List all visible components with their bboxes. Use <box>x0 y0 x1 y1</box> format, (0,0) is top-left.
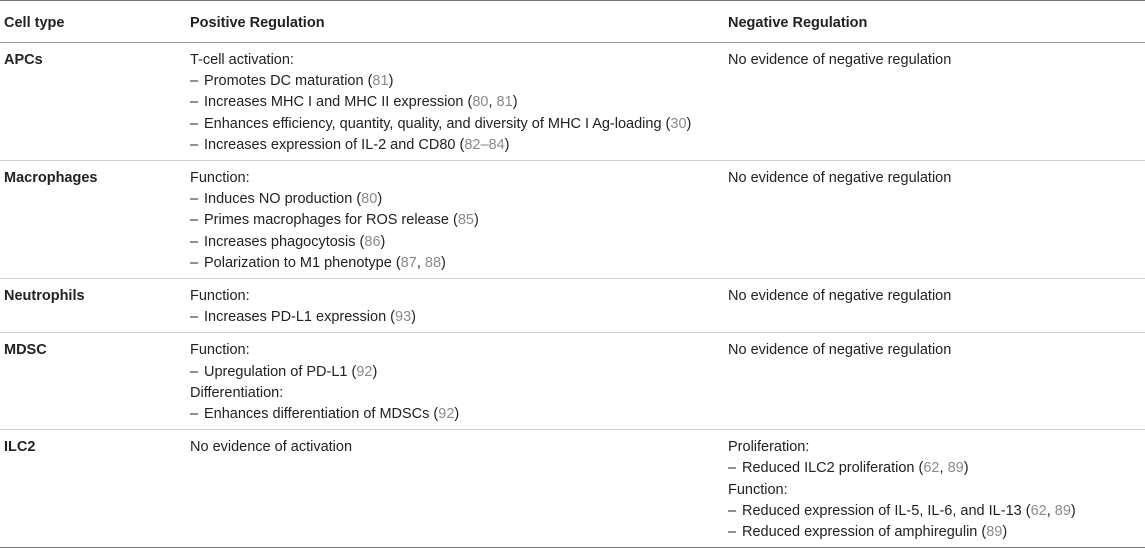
list-item: – Increases phagocytosis (86) <box>190 232 725 253</box>
dash-bullet: – <box>190 309 199 326</box>
list-item: – Enhances efficiency, quantity, quality, and diversity of MHC I Ag-loading (30) <box>190 114 725 135</box>
header-positive-regulation: Positive Regulation <box>187 1 725 43</box>
group-title: Function: <box>190 288 250 305</box>
reference-link[interactable]: 62 <box>1030 502 1047 519</box>
dash-bullet: – <box>190 254 199 271</box>
cell-type: Macrophages <box>0 161 187 279</box>
reference-link[interactable]: 81 <box>496 94 513 111</box>
group-title: Function: <box>728 481 788 498</box>
negative-regulation-cell <box>725 430 1145 548</box>
list-item: – Polarization to M1 phenotype (87, 88) <box>190 253 725 274</box>
list-item: – Reduced ILC2 proliferation (62, 89) <box>728 458 1145 479</box>
positive-regulation-cell <box>187 279 725 333</box>
cell-type: APCs <box>0 43 187 161</box>
reference-link[interactable]: 89 <box>986 524 1003 541</box>
table-body <box>0 43 1145 548</box>
dash-bullet: – <box>190 363 199 380</box>
negative-regulation-cell <box>725 279 1145 333</box>
reference-link[interactable]: 81 <box>372 73 389 90</box>
table-row <box>0 43 1145 161</box>
regulation-group <box>728 340 1145 361</box>
group-title: No evidence of activation <box>190 439 353 456</box>
group-title: No evidence of negative regulation <box>728 288 952 305</box>
dash-bullet: – <box>190 136 199 153</box>
regulation-group <box>728 50 1145 71</box>
dash-bullet: – <box>728 460 737 477</box>
positive-regulation-cell <box>187 43 725 161</box>
reference-link[interactable]: 88 <box>424 254 442 271</box>
group-title: Function: <box>190 170 250 187</box>
dash-bullet: – <box>190 212 199 229</box>
reference-link[interactable]: 92 <box>438 406 455 423</box>
dash-bullet: – <box>190 233 199 250</box>
reference-link[interactable]: 86 <box>364 233 381 250</box>
table-row <box>0 161 1145 279</box>
regulation-group <box>728 168 1145 189</box>
reference-link[interactable]: 80 <box>361 191 378 208</box>
reference-link[interactable]: 89 <box>947 460 964 477</box>
reference-link[interactable]: 30 <box>670 115 687 132</box>
positive-regulation-cell <box>187 161 725 279</box>
regulation-group <box>190 383 725 425</box>
reference-link[interactable]: 85 <box>457 212 474 229</box>
group-title: No evidence of negative regulation <box>728 170 952 187</box>
reference-link[interactable]: 87 <box>400 254 417 271</box>
negative-regulation-cell <box>725 333 1145 430</box>
reference-link[interactable]: 82–84 <box>464 136 505 153</box>
reference-link[interactable]: 62 <box>923 460 940 477</box>
list-item: – Induces NO production (80) <box>190 189 725 210</box>
table-row <box>0 430 1145 548</box>
regulation-group <box>728 480 1145 544</box>
cell-type: MDSC <box>0 333 187 430</box>
list-item: – Primes macrophages for ROS release (85) <box>190 210 725 231</box>
list-item: – Reduced expression of IL-5, IL-6, and IL-13 (62, 89) <box>728 501 1145 522</box>
group-title: No evidence of negative regulation <box>728 52 952 68</box>
negative-regulation-cell <box>725 161 1145 279</box>
group-title: No evidence of negative regulation <box>728 342 952 359</box>
regulation-group <box>728 437 1145 479</box>
list-item: – Increases MHC I and MHC II expression (80, 81) <box>190 92 725 113</box>
list-item: – Enhances differentiation of MDSCs (92) <box>190 404 725 425</box>
table-row <box>0 279 1145 333</box>
header-cell-type: Cell type <box>0 1 187 43</box>
dash-bullet: – <box>190 94 199 111</box>
dash-bullet: – <box>190 73 199 90</box>
reference-link[interactable]: 93 <box>395 309 412 326</box>
dash-bullet: – <box>190 115 199 132</box>
cell-type: Neutrophils <box>0 279 187 333</box>
negative-regulation-cell <box>725 43 1145 161</box>
group-title: Proliferation: <box>728 439 810 456</box>
dash-bullet: – <box>190 191 199 208</box>
list-item: – Promotes DC maturation (81) <box>190 71 725 92</box>
table-row <box>0 333 1145 430</box>
regulation-group <box>190 340 725 382</box>
cell-type: ILC2 <box>0 430 187 548</box>
regulation-group <box>190 168 725 274</box>
header-row <box>0 1 1145 43</box>
regulation-group <box>190 286 725 328</box>
list-item: – Increases expression of IL-2 and CD80 (82–84) <box>190 135 725 156</box>
list-item: – Increases PD-L1 expression (93) <box>190 307 725 328</box>
list-item: – Reduced expression of amphiregulin (89) <box>728 522 1145 543</box>
positive-regulation-cell <box>187 333 725 430</box>
positive-regulation-cell <box>187 430 725 548</box>
group-title: Differentiation: <box>190 384 284 401</box>
regulation-group <box>190 50 725 156</box>
reference-link[interactable]: 92 <box>356 363 373 380</box>
dash-bullet: – <box>190 406 199 423</box>
reference-link[interactable]: 89 <box>1054 502 1071 519</box>
list-item: – Upregulation of PD-L1 (92) <box>190 362 725 383</box>
regulation-group <box>728 286 1145 307</box>
dash-bullet: – <box>728 524 737 541</box>
regulation-group <box>190 437 725 458</box>
group-title: Function: <box>190 342 250 359</box>
reference-link[interactable]: 80 <box>472 94 489 111</box>
group-title: T-cell activation: <box>190 52 294 68</box>
header-negative-regulation: Negative Regulation <box>725 1 1145 43</box>
dash-bullet: – <box>728 502 737 519</box>
